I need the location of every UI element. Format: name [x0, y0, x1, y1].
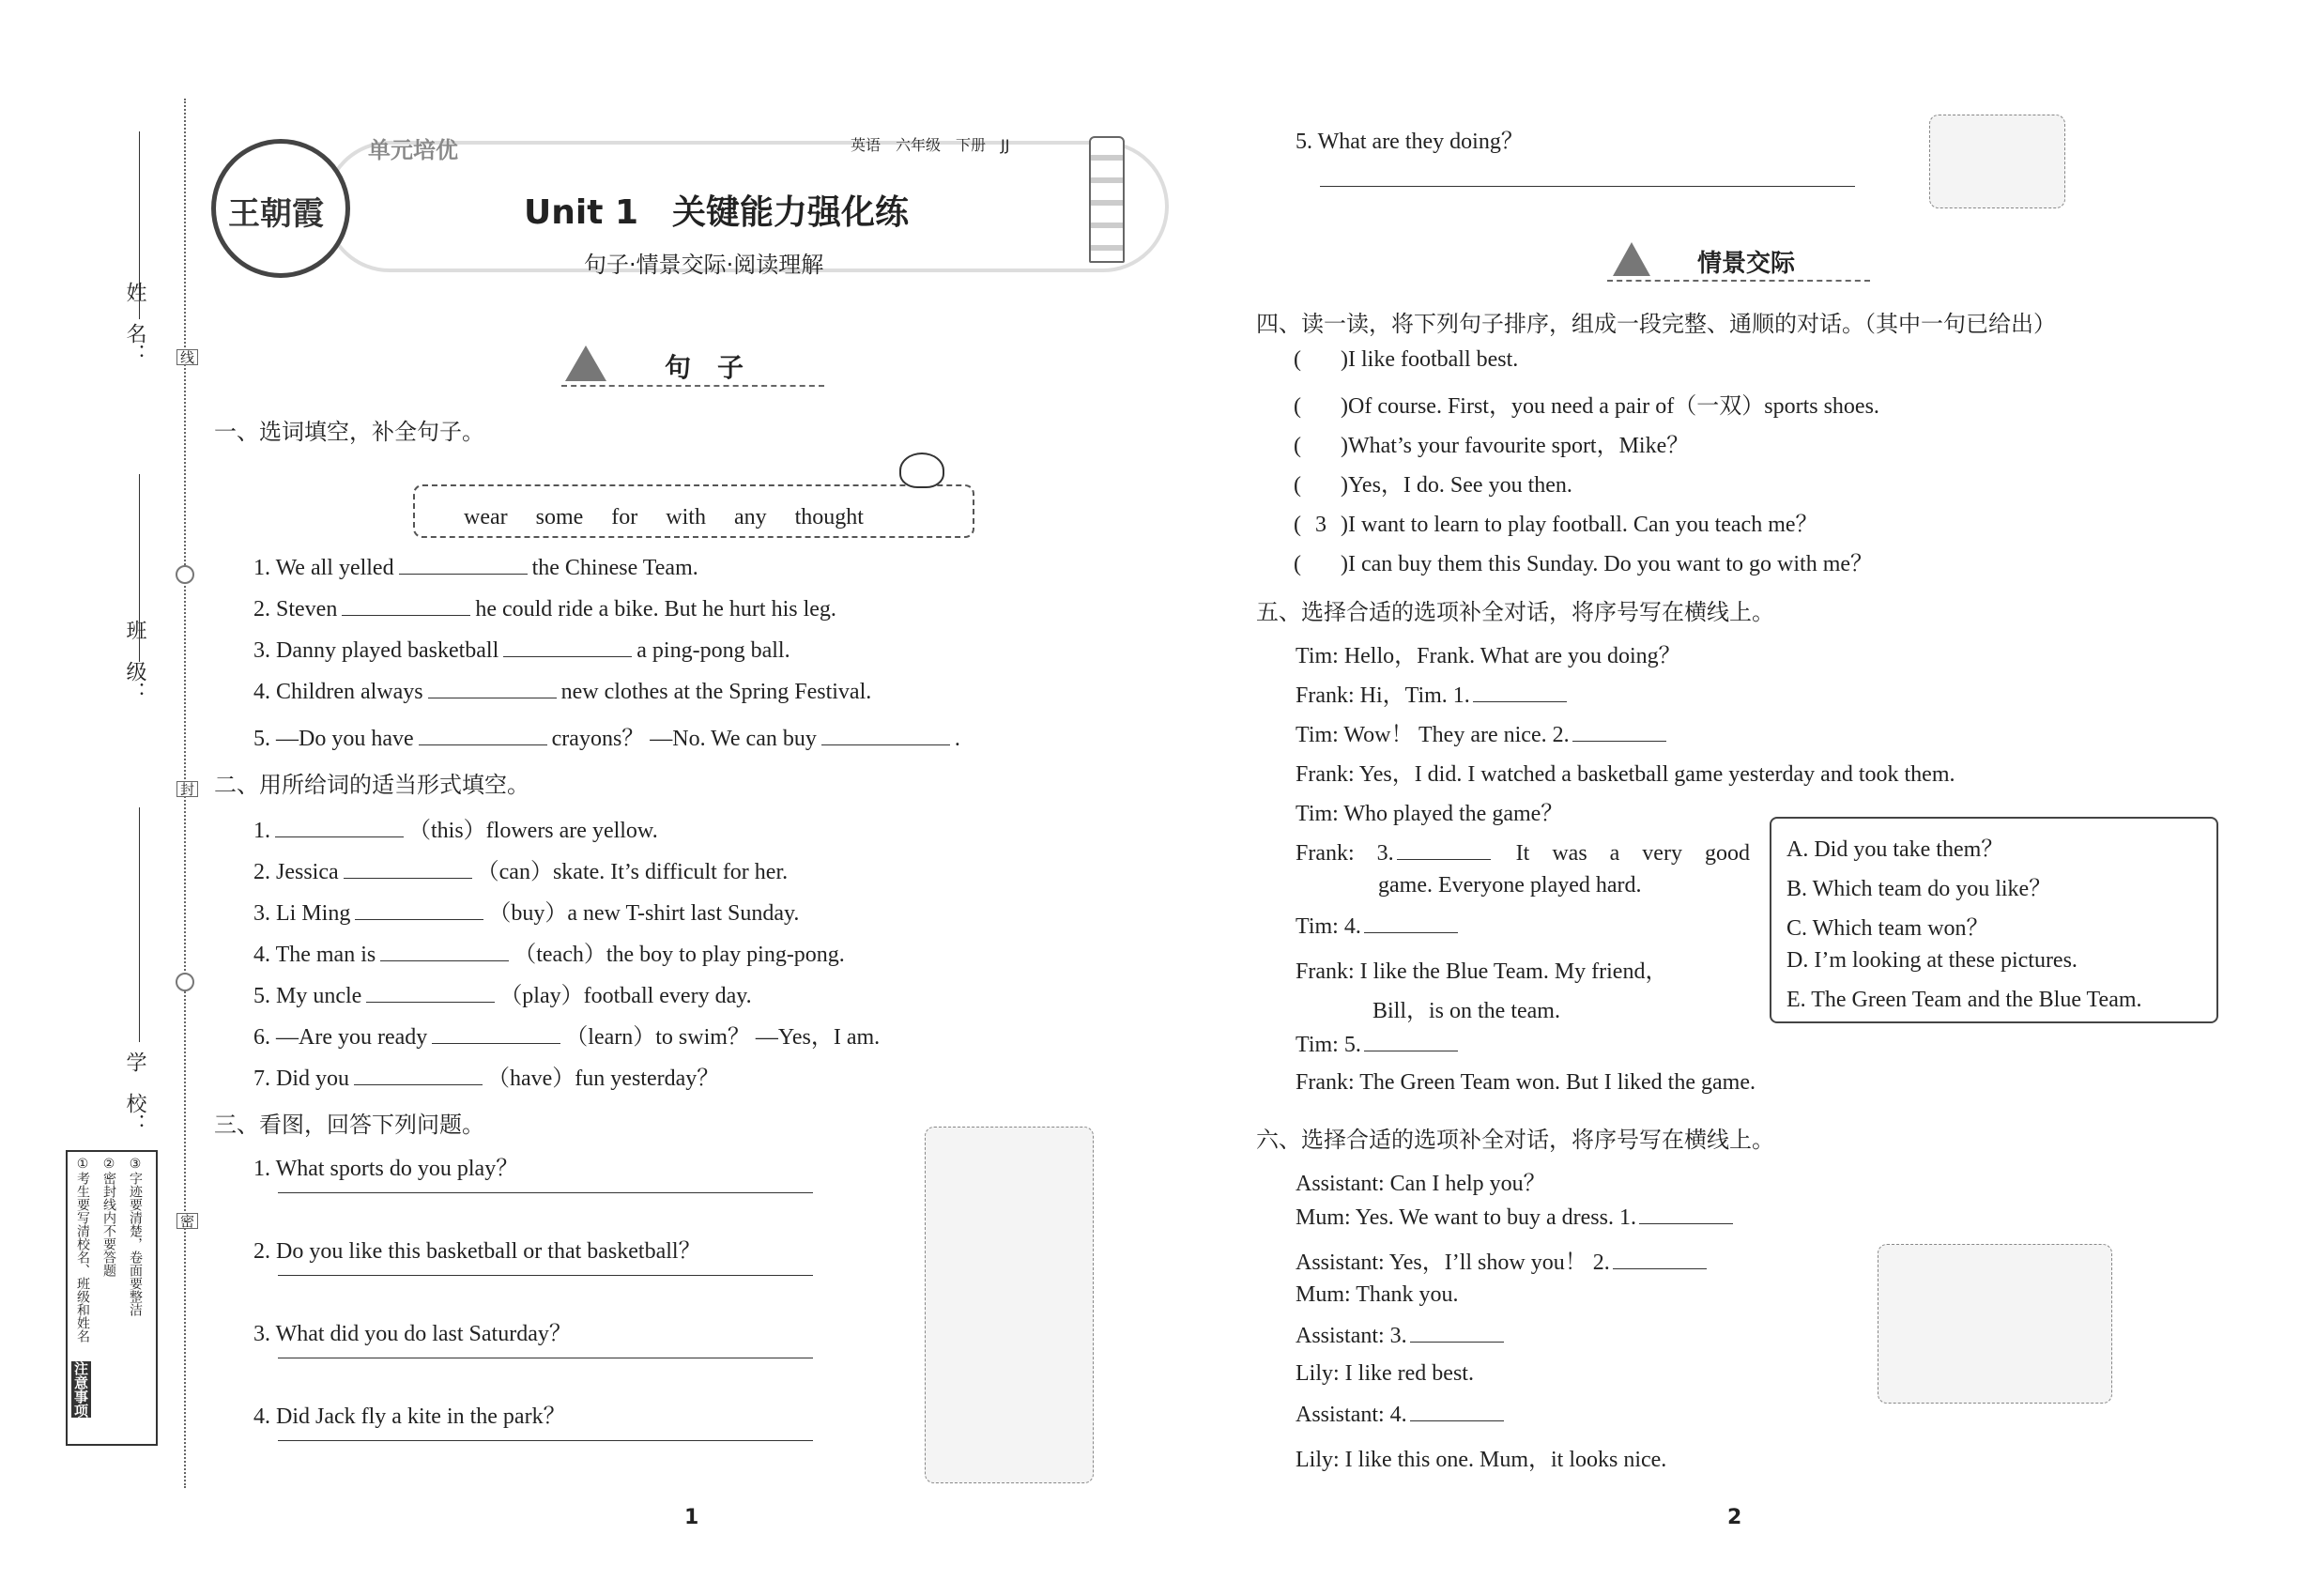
q1-blank-1[interactable]: [399, 554, 528, 575]
brand-label: 单元培优: [368, 137, 458, 163]
q2-item-3-pre: 3. Li Ming: [253, 901, 351, 926]
q5-blank-5[interactable]: [1364, 1031, 1458, 1051]
kids-reading-illustration: [1929, 115, 2065, 208]
q4-text-1: I like football best.: [1348, 347, 1519, 372]
page-title: Unit 1 关键能力强化练: [524, 193, 909, 232]
q2-item-4-post: （teach）the boy to play ping-pong.: [514, 943, 845, 967]
page-number-1: 1: [684, 1506, 699, 1529]
q2-item-2-post: （can）skate. It’s difficult for her.: [476, 860, 789, 884]
q2-item-7: [253, 1059, 719, 1092]
q2-item-7-pre: 7. Did you: [253, 1067, 349, 1091]
sailboat-icon-2: [1613, 242, 1650, 276]
seal-char-feng: 封: [176, 781, 198, 797]
q1-item-2: [253, 595, 836, 622]
q2-item-1: [253, 811, 658, 844]
q2-blank-7[interactable]: [354, 1065, 483, 1085]
q2-item-2-pre: 2. Jessica: [253, 860, 339, 884]
q5-line-3-text: Tim: Wow！ They are nice. 2.: [1296, 723, 1570, 747]
q5-line-8-text: Tim: 4.: [1296, 914, 1361, 939]
q6-title: 六、选择合适的选项补全对话，将序号写在横线上。: [1256, 1127, 1774, 1153]
q3-answer-5[interactable]: [1320, 186, 1855, 187]
q6-line-5: [1296, 1322, 1507, 1349]
panda-icon: [899, 453, 944, 488]
q5-line-7: game. Everyone played hard.: [1378, 873, 1642, 898]
q1-item-4-post: new clothes at the Spring Festival.: [560, 680, 872, 704]
name-field[interactable]: [139, 131, 140, 319]
q1-item-4-pre: 4. Children always: [253, 680, 423, 704]
q2-item-7-post: （have）fun yesterday？: [487, 1067, 720, 1091]
q6-line-7: [1296, 1401, 1507, 1428]
section-underline-2: [1607, 280, 1870, 282]
option-e: E. The Green Team and the Blue Team.: [1786, 988, 2142, 1012]
q5-line-2-text: Frank: Hi，Tim. 1.: [1296, 683, 1470, 708]
q2-item-2: [253, 852, 788, 885]
q2-item-6: [253, 1018, 880, 1051]
q1-item-5: [253, 719, 960, 752]
q6-line-6: Lily: I like red best.: [1296, 1361, 1474, 1386]
q5-line-6-text: Frank: 3.: [1296, 841, 1394, 866]
q5-line-3: [1296, 715, 1669, 748]
q6-line-8: Lily: I like this one. Mum，it looks nice.: [1296, 1448, 1667, 1472]
word-bank: wear some for with any thought: [464, 505, 864, 529]
q1-item-5-pre: 5. —Do you have: [253, 727, 414, 751]
notice-tip-3: ③字迹要清楚，卷面要整洁: [128, 1157, 143, 1316]
q6-blank-2[interactable]: [1613, 1249, 1707, 1269]
q2-blank-3[interactable]: [355, 899, 483, 920]
q1-title: 一、选词填空，补全句子。: [214, 419, 484, 445]
q2-title: 二、用所给词的适当形式填空。: [214, 772, 529, 798]
seal-char-mi: 密: [176, 1213, 198, 1229]
q2-blank-1[interactable]: [275, 817, 404, 837]
class-label: 班 级：: [123, 620, 146, 702]
q2-item-6-post: （learn）to swim？ —Yes，I am.: [565, 1025, 881, 1050]
q1-blank-5b[interactable]: [821, 725, 950, 745]
q6-line-3-text: Assistant: Yes，I’ll show you！ 2.: [1296, 1251, 1610, 1275]
q5-blank-4[interactable]: [1364, 913, 1458, 933]
q1-item-5-mid: crayons？ —No. We can buy: [551, 727, 817, 751]
q3-item-4: 4. Did Jack fly a kite in the park？: [253, 1404, 566, 1429]
q5-line-2: [1296, 676, 1570, 709]
q4-text-5: I want to learn to play football. Can you teach me？: [1348, 513, 1818, 537]
q1-item-5-post: .: [954, 727, 960, 751]
q5-line-8: [1296, 913, 1461, 940]
q1-item-2-pre: 2. Steven: [253, 597, 338, 622]
notice-tip-1: ①考生要写清校名、班级和姓名: [75, 1157, 90, 1343]
q6-blank-4[interactable]: [1410, 1401, 1504, 1421]
q6-line-2: [1296, 1204, 1736, 1231]
section-title-sentences: 句 子: [665, 352, 744, 383]
q1-blank-3[interactable]: [503, 637, 632, 657]
q2-item-5: [253, 976, 752, 1009]
q1-blank-5a[interactable]: [419, 725, 547, 745]
q2-item-3: [253, 894, 799, 927]
q5-line-12: Frank: The Green Team won. But I liked the game.: [1296, 1070, 1756, 1095]
q3-item-1: 1. What sports do you play？: [253, 1157, 519, 1181]
q6-line-1: Assistant: Can I help you？: [1296, 1172, 1546, 1196]
q1-blank-4[interactable]: [428, 678, 557, 698]
q1-item-3-pre: 3. Danny played basketball: [253, 638, 499, 663]
sailboat-icon: [565, 345, 606, 381]
q5-line-9: Frank: I like the Blue Team. My friend，: [1296, 959, 1668, 984]
q5-options-box: [1770, 817, 2218, 1023]
q6-line-2-text: Mum: Yes. We want to buy a dress. 1.: [1296, 1205, 1636, 1230]
page-subtitle: 句子·情景交际·阅读理解: [584, 252, 824, 278]
q3-answer-4[interactable]: [278, 1440, 813, 1441]
q6-line-7-text: Assistant: 4.: [1296, 1403, 1407, 1427]
section-title-dialogue: 情景交际: [1697, 250, 1796, 278]
q3-item-3: 3. What did you do last Saturday？: [253, 1322, 572, 1346]
q5-blank-2[interactable]: [1572, 721, 1666, 742]
seal-ring-1: [176, 565, 194, 584]
notice-tip-2: ②密封线内不要答题: [101, 1157, 116, 1277]
seal-ring-2: [176, 973, 194, 991]
class-field[interactable]: [139, 474, 140, 662]
q1-item-3-post: a ping-pong ball.: [636, 638, 790, 663]
q1-item-4: [253, 678, 871, 705]
option-b: B. Which team do you like？: [1786, 877, 2052, 901]
school-label: 学 校：: [123, 1051, 146, 1134]
q1-item-1-pre: 1. We all yelled: [253, 556, 394, 580]
school-field[interactable]: [139, 807, 140, 1042]
q1-item-3: [253, 637, 790, 664]
q4-title: 四、读一读，将下列句子排序，组成一段完整、通顺的对话。（其中一句已给出）: [1256, 311, 2056, 337]
q5-line-11: [1296, 1031, 1461, 1058]
q5-line-10: Bill，is on the team.: [1372, 999, 1560, 1023]
book-meta: 英语 六年级 下册 JJ: [851, 136, 1010, 154]
q2-item-4-pre: 4. The man is: [253, 943, 376, 967]
option-d: D. I’m looking at these pictures.: [1786, 948, 2078, 973]
q4-item-5: ( 3 )I want to learn to play football. Can you teach me？: [1294, 513, 1818, 537]
q2-item-6-pre: 6. —Are you ready: [253, 1025, 428, 1050]
page-number-2: 2: [1727, 1506, 1742, 1529]
q2-item-5-post: （play）football every day.: [499, 984, 752, 1008]
q5-line-11-text: Tim: 5.: [1296, 1033, 1361, 1057]
q1-item-2-post: he could ride a bike. But he hurt his leg.: [475, 597, 836, 622]
q2-item-3-post: （buy）a new T-shirt last Sunday.: [488, 901, 800, 926]
q4-item-2: ( )Of course. First，you need a pair of（一双）sports shoes.: [1294, 394, 1879, 419]
q2-item-4: [253, 935, 845, 968]
q4-item-4: ( )Yes，I do. See you then.: [1294, 473, 1572, 498]
q5-blank-1[interactable]: [1473, 682, 1567, 702]
q4-text-6: I can buy them this Sunday. Do you want to go with me？: [1348, 552, 1874, 576]
q4-item-1: ( )I like football best.: [1294, 347, 1519, 372]
q6-blank-3[interactable]: [1410, 1322, 1504, 1343]
q3-item-2: 2. Do you like this basketball or that basketball？: [253, 1239, 701, 1264]
q3-title: 三、看图，回答下列问题。: [214, 1112, 484, 1138]
notice-title: 注意事项: [72, 1361, 89, 1418]
q3-item-5: 5. What are they doing？: [1296, 130, 1524, 154]
option-a: A. Did you take them？: [1786, 837, 2004, 862]
q4-text-4: Yes，I do. See you then.: [1348, 473, 1572, 498]
q2-blank-4[interactable]: [380, 941, 509, 961]
q4-text-3: What’s your favourite sport，Mike？: [1348, 434, 1690, 458]
q2-item-5-pre: 5. My uncle: [253, 984, 362, 1008]
shopping-illustration: [1878, 1244, 2112, 1404]
q1-item-1: [253, 554, 698, 581]
q5-line-4: Frank: Yes，I did. I watched a basketball game yesterday and took them.: [1296, 762, 1955, 787]
q1-item-1-post: the Chinese Team.: [531, 556, 698, 580]
q3-answer-2[interactable]: [278, 1275, 813, 1276]
q4-text-2: Of course. First，you need a pair of（一双）sports shoes.: [1348, 394, 1879, 419]
q2-blank-6[interactable]: [432, 1023, 560, 1044]
q3-answer-1[interactable]: [278, 1192, 813, 1193]
q4-item-3: ( )What’s your favourite sport，Mike？: [1294, 434, 1690, 458]
q5-line-1: Tim: Hello，Frank. What are you doing？: [1296, 644, 1681, 668]
q1-blank-2[interactable]: [342, 595, 470, 616]
logo-text: 王朝霞: [228, 195, 324, 233]
q2-item-1-post: （this）flowers are yellow.: [408, 819, 658, 843]
q6-line-4: Mum: Thank you.: [1296, 1282, 1459, 1307]
q5-title: 五、选择合适的选项补全对话，将序号写在横线上。: [1256, 599, 1774, 625]
q5-blank-3[interactable]: [1397, 839, 1491, 860]
q2-item-1-pre: 1.: [253, 819, 270, 843]
q5-line-5: Tim: Who played the game？: [1296, 802, 1564, 826]
q4-item-6: ( )I can buy them this Sunday. Do you want to go with me？: [1294, 552, 1874, 576]
section-underline: [561, 385, 824, 387]
q5-line-6-tail: It was a very good: [1515, 841, 1750, 866]
q4-order-5[interactable]: 3: [1315, 513, 1326, 537]
lighthouse-icon: [1089, 136, 1125, 263]
sports-illustration: [925, 1127, 1094, 1483]
q6-blank-1[interactable]: [1639, 1204, 1733, 1224]
seal-char-xian: 线: [176, 349, 198, 365]
option-c: C. Which team won？: [1786, 916, 1989, 941]
q2-blank-5[interactable]: [366, 982, 495, 1003]
q2-blank-2[interactable]: [344, 858, 472, 879]
q6-line-3: [1296, 1243, 1710, 1276]
q5-line-6: [1296, 834, 1750, 867]
name-label: 姓 名：: [123, 282, 146, 364]
q6-line-5-text: Assistant: 3.: [1296, 1324, 1407, 1348]
